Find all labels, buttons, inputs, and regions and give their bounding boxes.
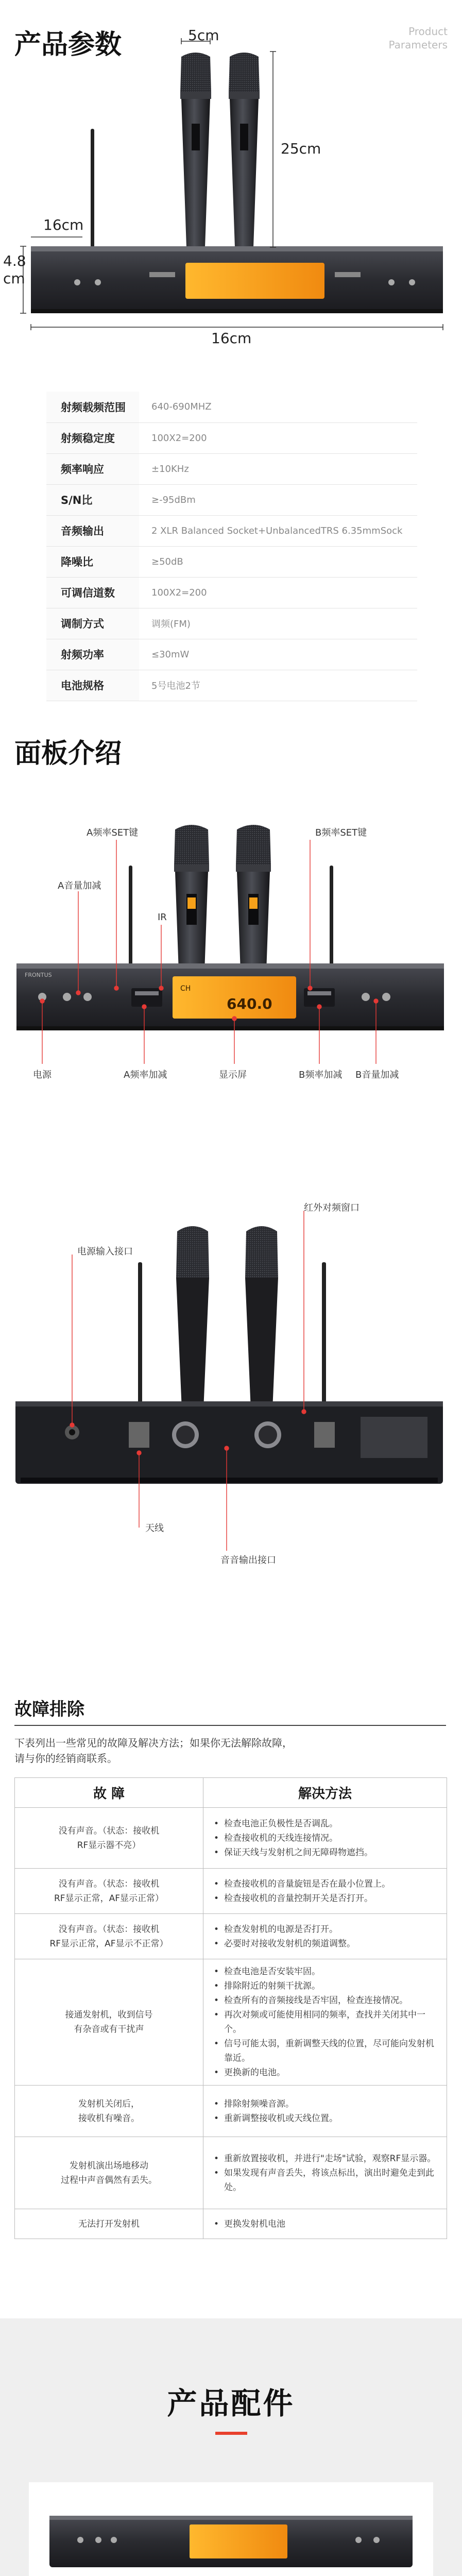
spec-value: 100X2=200: [139, 577, 417, 608]
label-ir: IR: [158, 912, 167, 923]
params-title-en: Product Parameters: [388, 25, 448, 51]
spec-value: 2 XLR Balanced Socket+UnbalancedTRS 6.35mmSock: [139, 515, 417, 546]
spec-row: [46, 422, 417, 453]
problem-line: RF显示正常，AF显示不正常）: [49, 1938, 168, 1949]
accent-dash: [215, 2432, 247, 2435]
method-item: • 必要时对接收发射机的频道调整。: [224, 1937, 436, 1951]
troubleshoot-row: [15, 1959, 447, 2086]
spec-row: [46, 670, 417, 701]
dim-antenna-height: 16cm: [43, 216, 84, 233]
accessory-receiver-card: [29, 2482, 433, 2576]
problem-line: 过程中声音偶然有丢失。: [61, 2175, 157, 2185]
spec-label: 电池规格: [46, 670, 139, 701]
spec-row: [46, 484, 417, 515]
mic-right: [229, 53, 260, 247]
problem-cell: [15, 2209, 203, 2239]
troubleshoot-row: [15, 1808, 447, 1869]
problem-cell: [15, 2137, 203, 2209]
label-a-set: A频率SET键: [87, 827, 139, 838]
spec-value: ±10KHz: [139, 453, 417, 484]
spec-value: ≤30mW: [139, 639, 417, 670]
method-item: • 保证天线与发射机之间无障碍物遮挡。: [224, 1845, 436, 1860]
front-panel-diagram: [0, 783, 462, 1164]
receiver-unit: [31, 246, 443, 313]
spec-table: [46, 392, 417, 701]
method-cell: [203, 1914, 447, 1959]
parameters-section: [0, 0, 462, 721]
label-b-vol: B音量加减: [355, 1070, 399, 1080]
product-dimension-diagram: [0, 31, 462, 361]
method-item: • 更换新的电池。: [224, 2065, 436, 2080]
problem-cell: [15, 1959, 203, 2086]
dim-body-width: 16cm: [211, 330, 252, 347]
label-antenna: 天线: [145, 1523, 164, 1534]
spec-label: 音频输出: [46, 515, 139, 546]
col-problem: 故 障: [15, 1778, 203, 1808]
method-item: • 检查接收机的音量控制开关是否打开。: [224, 1891, 436, 1906]
label-audio-out: 音音输出接口: [220, 1555, 276, 1566]
panel-section: [0, 721, 462, 1669]
problem-line: 接收机有噪音。: [78, 2113, 140, 2124]
spec-row: [46, 515, 417, 546]
problem-cell: [15, 1914, 203, 1959]
spec-row: [46, 392, 417, 422]
problem-line: 有杂音或有干扰声: [74, 2024, 144, 2035]
troubleshoot-section: [0, 1669, 462, 2318]
label-a-vol: A音量加减: [58, 880, 101, 891]
method-item: • 检查所有的音频接线是否牢固，检查连接情况。: [224, 1993, 436, 2008]
method-item: • 排除射频噪音源。: [224, 2097, 436, 2111]
receiver-image: [49, 2498, 413, 2575]
spec-label: 可调信道数: [46, 577, 139, 608]
method-item: • 重新调整接收机或天线位置。: [224, 2111, 436, 2126]
col-method: 解决方法: [203, 1778, 447, 1808]
spec-label: 降噪比: [46, 546, 139, 577]
method-cell: [203, 2137, 447, 2209]
brand-logo: FRONTUS: [25, 972, 52, 978]
spec-row: [46, 546, 417, 577]
lcd-freq: 640.0: [227, 995, 272, 1012]
troubleshoot-row: [15, 2209, 447, 2239]
spec-row: [46, 639, 417, 670]
label-ir-window: 红外对频窗口: [304, 1202, 360, 1213]
antenna-left: [91, 129, 94, 247]
problem-line: 没有声音。（状态：接收机: [58, 1878, 160, 1889]
spec-row: [46, 608, 417, 639]
method-item: • 重新放置接收机，并进行"走场"试验，观察RF显示器。: [224, 2151, 436, 2166]
troubleshoot-row: [15, 2137, 447, 2209]
problem-line: 发射机关闭后，: [78, 2098, 140, 2109]
problem-cell: [15, 1869, 203, 1914]
params-title: 产品参数: [14, 29, 122, 60]
label-b-set: B频率SET键: [315, 827, 367, 838]
spec-label: 频率响应: [46, 453, 139, 484]
problem-line: 发射机演出场地移动: [70, 2160, 148, 2171]
method-cell: [203, 1959, 447, 2086]
method-item: • 再次对频或可能使用相同的频率，查找并关闭其中一个。: [224, 2008, 436, 2037]
spec-label: 射频功率: [46, 639, 139, 670]
back-receiver: [15, 1401, 443, 1484]
method-item: • 检查电池正负极性是否调乱。: [224, 1817, 436, 1831]
accessories-title: 产品配件: [167, 2386, 295, 2421]
back-mic-left: [176, 1226, 209, 1422]
label-a-freq: A频率加减: [124, 1070, 167, 1080]
problem-cell: [15, 1808, 203, 1869]
label-display: 显示屏: [219, 1070, 247, 1080]
spec-value: 640-690MHZ: [139, 392, 417, 422]
spec-label: 调制方式: [46, 608, 139, 639]
back-mic-right: [245, 1226, 278, 1422]
lcd-channel: CH: [180, 985, 191, 993]
method-item: • 如果发现有声音丢失，将该点标出，演出时避免走到此处。: [224, 2166, 436, 2195]
accessories-section: [0, 2318, 462, 2576]
problem-line: 接通发射机，收到信号: [65, 2010, 153, 2020]
spec-label: 射频稳定度: [46, 422, 139, 453]
spec-value: ≥50dB: [139, 546, 417, 577]
method-item: • 检查发射机的电源是否打开。: [224, 1922, 436, 1937]
problem-line: 没有声音。（状态：接收机: [58, 1825, 160, 1836]
method-cell: [203, 1869, 447, 1914]
method-cell: [203, 2209, 447, 2239]
dim-body-height: 4.8: [3, 252, 26, 269]
panel-title: 面板介绍: [14, 738, 122, 769]
troubleshoot-row: [15, 2086, 447, 2137]
method-item: • 检查接收机的天线连接情况。: [224, 1831, 436, 1845]
dim-mic-height: 25cm: [281, 140, 321, 157]
spec-value: ≥-95dBm: [139, 484, 417, 515]
spec-label: S/N比: [46, 484, 139, 515]
mic-left: [180, 53, 211, 247]
method-item: • 排除附近的射频干扰源。: [224, 1979, 436, 1993]
back-panel-diagram: [0, 1164, 462, 1597]
spec-row: [46, 577, 417, 608]
front-receiver: [16, 963, 444, 1030]
method-item: • 更换发射机电池: [224, 2217, 436, 2231]
troubleshoot-table: [14, 1777, 447, 2239]
spec-value: 调频(FM): [139, 608, 417, 639]
problem-line: 无法打开发射机: [78, 2218, 140, 2229]
method-cell: [203, 1808, 447, 1869]
spec-row: [46, 453, 417, 484]
dim-body-height-unit: cm: [3, 270, 25, 287]
troubleshoot-title: 故障排除: [14, 1699, 84, 1720]
label-b-freq: B频率加减: [299, 1070, 343, 1080]
dim-mic-width: 5cm: [188, 27, 219, 44]
method-cell: [203, 2086, 447, 2137]
method-item: • 检查接收机的音量旋钮是否在最小位置上。: [224, 1877, 436, 1891]
label-power-in: 电源输入接口: [77, 1246, 133, 1257]
problem-line: RF显示器不亮）: [77, 1840, 141, 1851]
troubleshoot-row: [15, 1869, 447, 1914]
method-item: • 信号可能太弱，重新调整天线的位置，尽可能向发射机靠近。: [224, 2037, 436, 2065]
spec-value: 100X2=200: [139, 422, 417, 453]
problem-cell: [15, 2086, 203, 2137]
troubleshoot-row: [15, 1914, 447, 1959]
problem-line: 没有声音。（状态：接收机: [58, 1924, 160, 1935]
label-power: 电源: [33, 1070, 52, 1080]
problem-line: RF显示正常，AF显示正常）: [54, 1893, 164, 1904]
spec-value: 5号电池2节: [139, 670, 417, 701]
method-item: • 检查电池是否安装牢固。: [224, 1964, 436, 1979]
spec-label: 射频载频范围: [46, 392, 139, 422]
troubleshoot-intro: 下表列出一些常见的故障及解决方法；如果你无法解除故障， 请与你的经销商联系。: [14, 1737, 293, 1765]
troubleshoot-divider: [14, 1725, 446, 1726]
